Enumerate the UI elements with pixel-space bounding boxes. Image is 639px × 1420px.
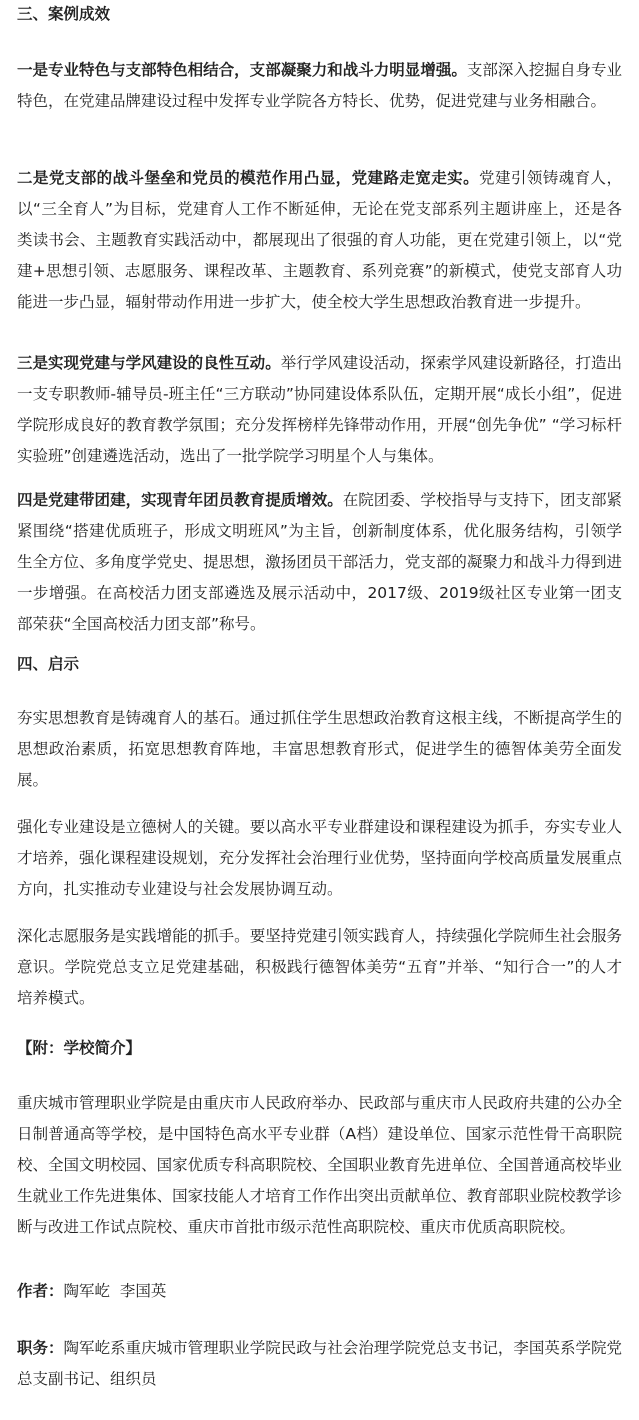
section-3-item-3-lead: 三是实现党建与学风建设的良性互动。 — [17, 354, 281, 372]
position-text: 陶军屹系重庆城市管理职业学院民政与社会治理学院党总支书记，李国英系学院党总支副书记、组织员 — [17, 1339, 622, 1388]
position-label: 职务： — [17, 1339, 64, 1357]
section-4-paragraph-2: 强化专业建设是立德树人的关键。要以高水平专业群建设和课程建设为抓手，夯实专业人才培养，强化课程建设规划，充分发挥社会治理行业优势，坚持面向学校高质量发展重点方向，扎实推动专业建设与社会发展协调互动。 — [17, 818, 622, 898]
section-3-item-1-lead: 一是专业特色与支部特色相结合，支部凝聚力和战斗力明显增强。 — [17, 61, 467, 79]
section-3-item-3-text: 举行学风建设活动，探索学风建设新路径，打造出一支专职教师-辅导员-班主任“三方联动”协同建设体系队伍，定期开展“成长小组”，促进学院形成良好的教育教学氛围；充分发挥榜样先锋带动作用，开展“创先争优” “学习标杆实验班”创建遴选活动，选出了一批学院学习明星个人与集体。 — [17, 354, 622, 465]
section-3-item-3 — [17, 348, 622, 472]
section-4-title: 四、启示 — [17, 655, 80, 673]
section-3-item-2-lead: 二是党支部的战斗堡垒和党员的模范作用凸显，党建路走宽走实。 — [17, 169, 480, 187]
section-3-item-1 — [17, 55, 622, 117]
author-label: 作者： — [17, 1282, 64, 1300]
author-line — [17, 1276, 166, 1307]
appendix-title: 【附：学校简介】 — [17, 1039, 142, 1057]
section-4-paragraph-1: 夯实思想教育是铸魂育人的基石。通过抓住学生思想政治教育这根主线，不断提高学生的思想政治素质，拓宽思想教育阵地，丰富思想教育形式，促进学生的德智体美劳全面发展。 — [17, 709, 622, 789]
section-3-item-2 — [17, 163, 622, 318]
section-3-item-2-text: 党建引领铸魂育人，以“三全育人”为目标，党建育人工作不断延伸，无论在党支部系列主题讲座上，还是各类读书会、主题教育实践活动中，都展现出了很强的育人功能，更在党建引领上，以“党建+思想引领、志愿服务、课程改革、主题教育、系列竞赛”的新模式，使党支部育人功能进一步凸显，辐射带动作用进一步扩大，使全校大学生思想政治教育进一步提升。 — [17, 169, 622, 311]
section-4-paragraph-3: 深化志愿服务是实践增能的抓手。要坚持党建引领实践育人，持续强化学院师生社会服务意识。学院党总支立足党建基础，积极践行德智体美劳“五育”并举、“知行合一”的人才培养模式。 — [17, 927, 622, 1007]
section-3-item-1-text: 支部深入挖掘自身专业特色，在党建品牌建设过程中发挥专业学院各方特长、优势，促进党建与业务相融合。 — [17, 61, 622, 110]
section-3-item-4-text: 在院团委、学校指导与支持下，团支部紧紧围绕“搭建优质班子，形成文明班风”为主旨，创新制度体系，优化服务结构，引领学生全方位、多角度学党史、提思想，激扬团员干部活力，党支部的凝聚力和战斗力得到进一步增强。在高校活力团支部遴选及展示活动中，2017级、2019级社区专业第一团支部荣获“全国高校活力团支部”称号。 — [17, 491, 622, 633]
section-3-item-4 — [17, 485, 622, 640]
section-3-title: 三、案例成效 — [17, 5, 111, 23]
appendix-text: 重庆城市管理职业学院是由重庆市人民政府举办、民政部与重庆市人民政府共建的公办全日制普通高等学校，是中国特色高水平专业群（A档）建设单位、国家示范性骨干高职院校、全国文明校园、国家优质专科高职院校、全国职业教育先进单位、全国普通高校毕业生就业工作先进集体、国家技能人才培育工作作出突出贡献单位、教育部职业院校教学诊断与改进工作试点院校、重庆市首批市级示范性高职院校、重庆市优质高职院校。 — [17, 1094, 622, 1236]
position-line — [17, 1333, 622, 1395]
section-3-item-4-lead: 四是党建带团建，实现青年团员教育提质增效。 — [17, 491, 343, 509]
author-names: 陶军屹 李国英 — [63, 1282, 167, 1300]
